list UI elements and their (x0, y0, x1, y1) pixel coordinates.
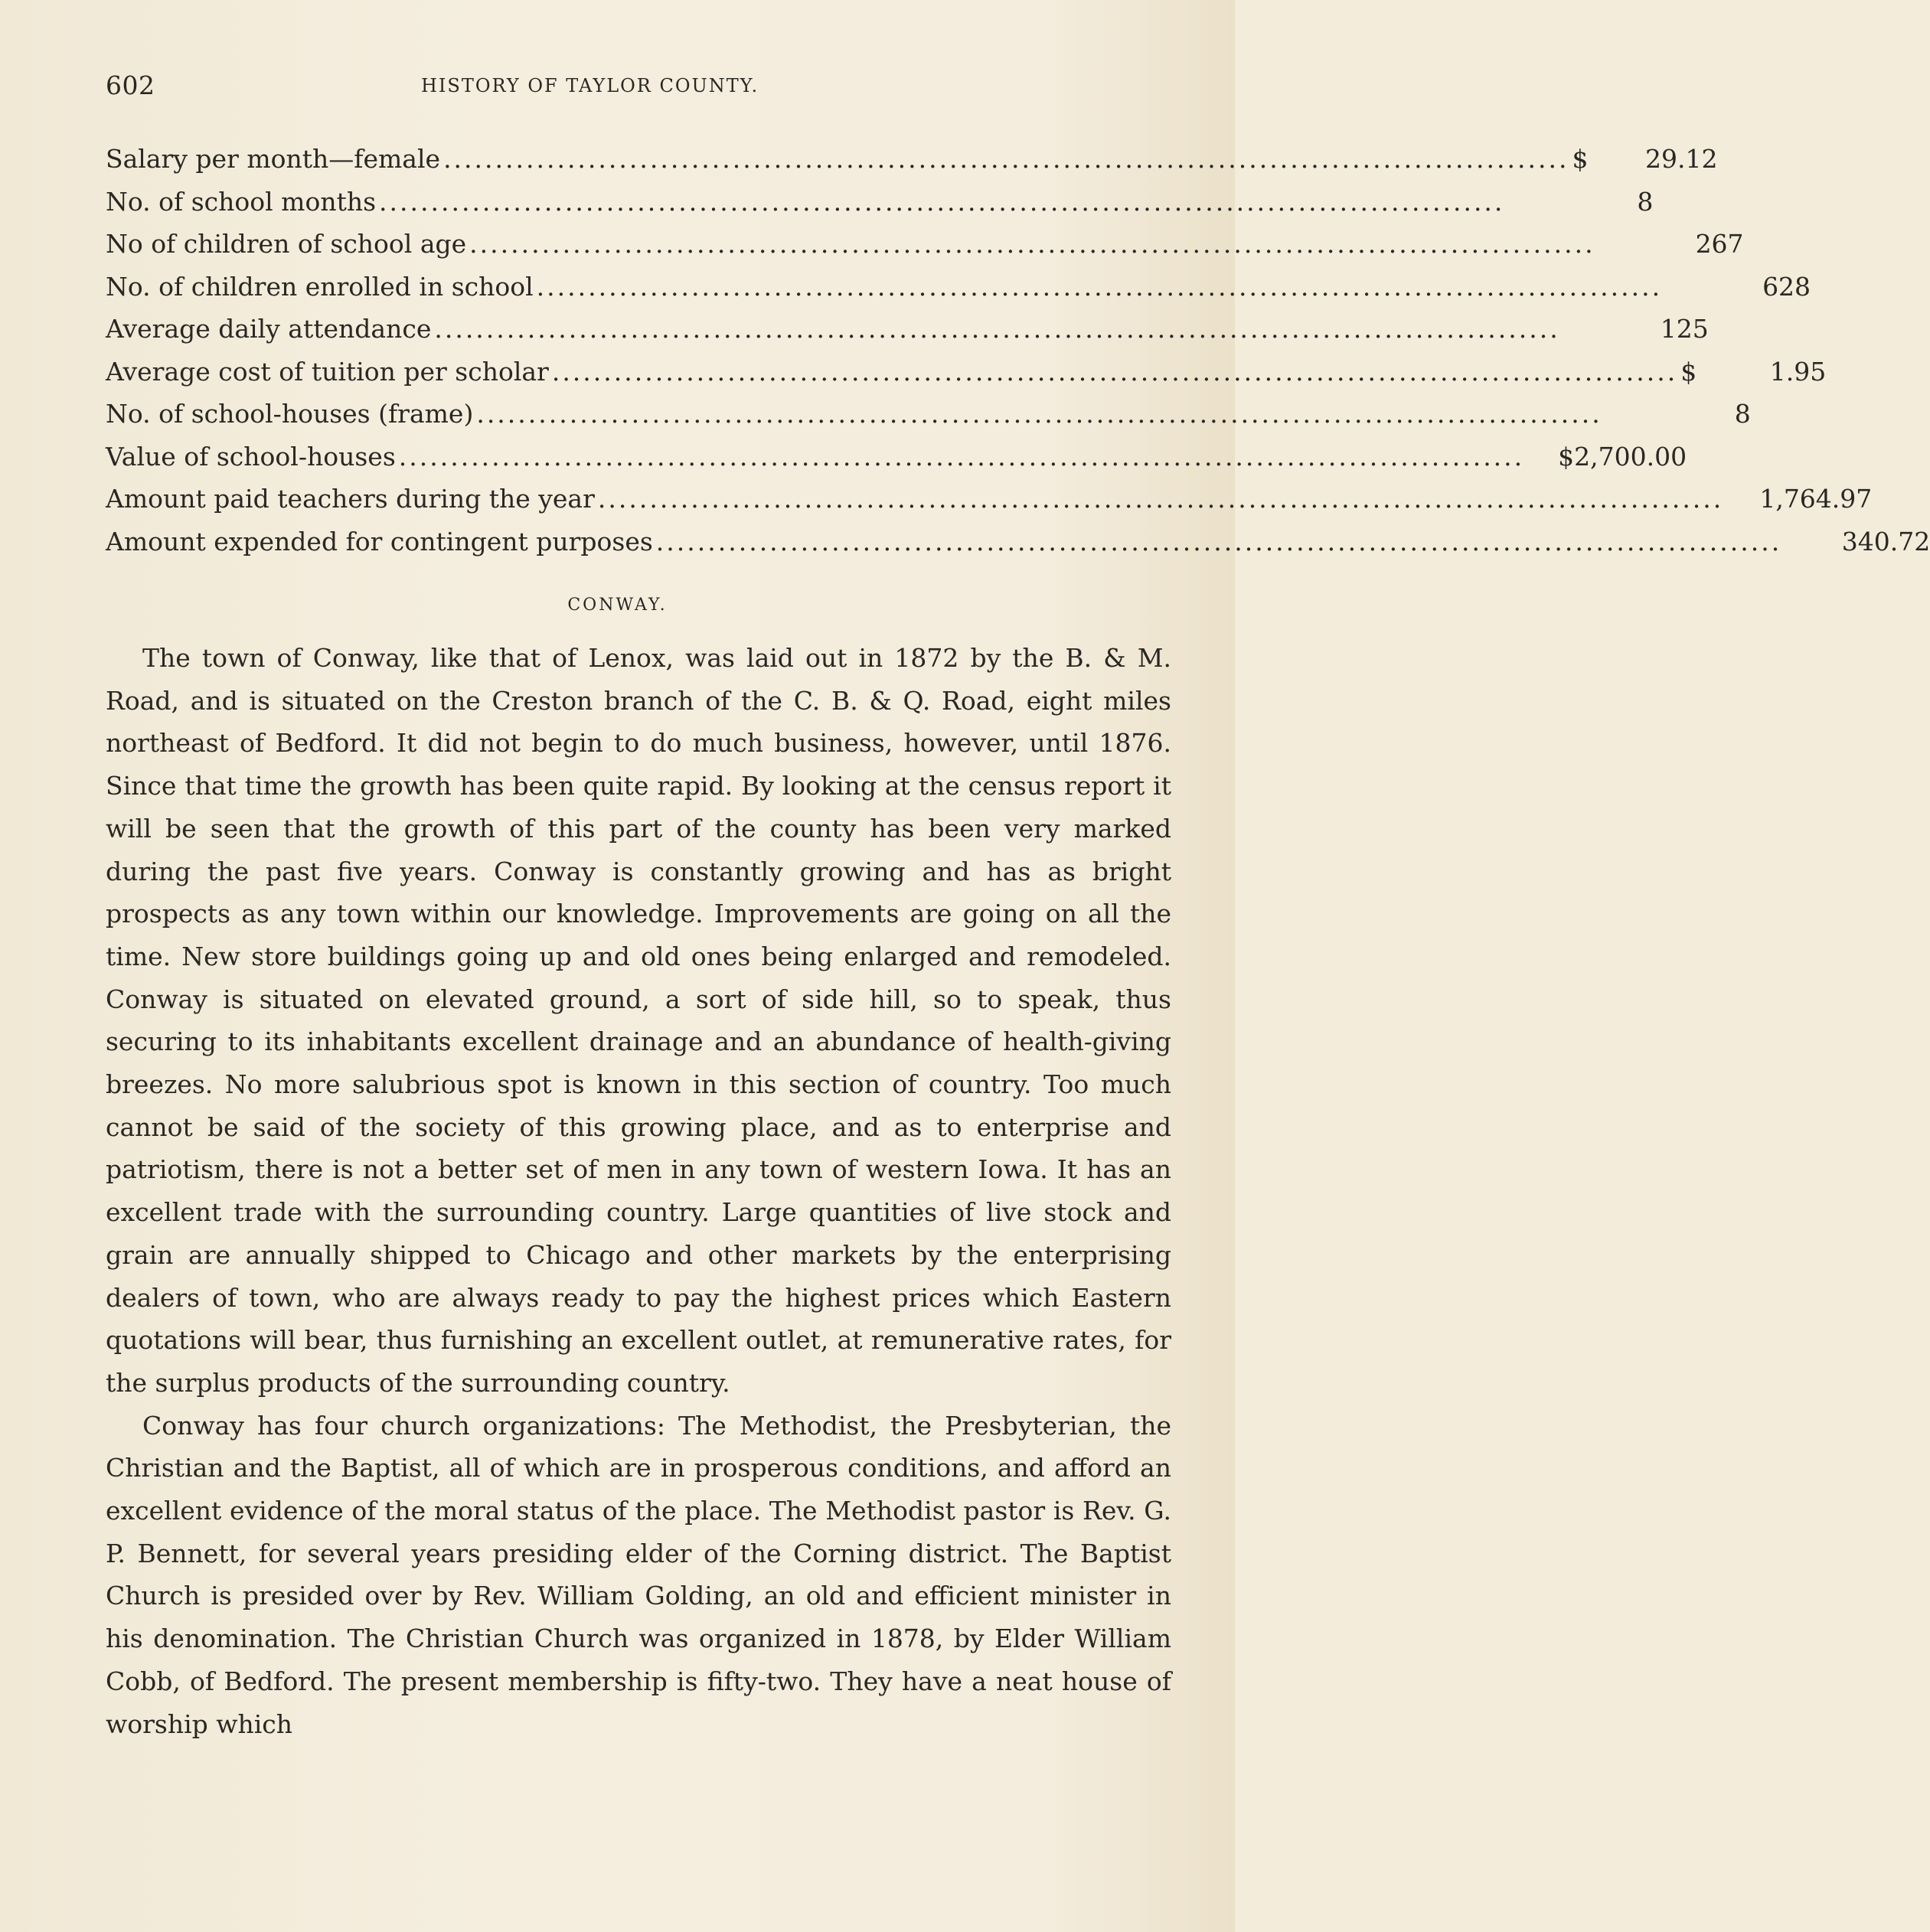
stat-label: No. of school months (106, 186, 377, 217)
stat-label: No. of school-houses (frame) (106, 399, 474, 429)
stat-value: 1.95 (1769, 356, 1827, 387)
running-head: HISTORY OF TAYLOR COUNTY. (421, 75, 759, 96)
leader-dots: ............................................................................................................. (551, 356, 1678, 387)
stat-label: Average daily attendance (106, 314, 432, 344)
page-number: 602 (106, 70, 155, 100)
stat-currency: $ (1680, 356, 1697, 387)
stat-label: Amount expended for contingent purposes (106, 526, 653, 556)
leader-dots: ............................................................................................................. (379, 186, 1505, 217)
stat-row (106, 266, 1811, 308)
stat-currency: $ (1572, 144, 1589, 174)
page-header (106, 70, 1170, 101)
section-body (106, 637, 1171, 1745)
section-heading: CONWAY. (567, 596, 668, 615)
stat-label: No of children of school age (106, 229, 467, 259)
stat-value: 8 (1637, 186, 1654, 217)
stat-row (106, 351, 1827, 393)
stat-row (106, 308, 1709, 351)
leader-dots: ............................................................................................................. (655, 526, 1782, 556)
leader-dots: ............................................................................................................. (476, 399, 1602, 429)
leader-dots: ............................................................................................................. (536, 271, 1663, 302)
stat-value: 29.12 (1644, 144, 1718, 174)
stat-label: Average cost of tuition per scholar (106, 356, 549, 387)
leader-dots: ............................................................................................................. (469, 229, 1595, 259)
stat-value: 628 (1762, 271, 1811, 302)
leader-dots: ............................................................................................................. (398, 441, 1525, 472)
stat-label: Salary per month—female (106, 144, 441, 174)
leader-dots: ............................................................................................................. (434, 314, 1560, 344)
stat-value: 8 (1734, 399, 1751, 429)
leader-dots: ............................................................................................................. (443, 144, 1569, 174)
stat-value: $2,700.00 (1558, 441, 1687, 472)
stat-value: 267 (1695, 229, 1744, 259)
stat-value: 1,764.97 (1759, 484, 1873, 514)
leader-dots: ............................................................................................................. (597, 484, 1724, 514)
stat-row (106, 478, 1873, 521)
stat-row (106, 138, 1718, 181)
paragraph: The town of Conway, like that of Lenox, was laid out in 1872 by the B. & M. Road, and is situated on the Creston branch of the C. B. & Q. Road, eight miles northeast of Bedford. It did not begin to do much business, however, until 1876. Since that time the growth has been quite rapid. By looking at the census report it will be seen that the growth of this part of the county has been very marked during the past five years. Conway is constantly growing and has as bright prospects as any town within our knowledge. Improvements are going on all the time. New store buildings going up and old ones being enlarged and remodeled. Conway is situated on elevated ground, a sort of side hill, so to speak, thus securing to its inhabitants excellent drainage and an abundance of health-giving breezes. No more salubrious spot is known in this section of country. Too much cannot be said of the society of this growing place, and as to enterprise and patriotism, there is not a better set of men in any town of western Iowa. It has an excellent trade with the surrounding country. Large quantities of live stock and grain are annually shipped to Chicago and other markets by the enterprising dealers of town, who are always ready to pay the highest prices which Eastern quotations will bear, thus furnishing an excellent outlet, at remunerative rates, for the surplus products of the surrounding country. (106, 643, 1171, 1398)
stat-row (106, 436, 1687, 478)
stat-value: 125 (1660, 314, 1709, 344)
stat-value: 340.72 (1841, 526, 1930, 556)
stat-label: Value of school-houses (106, 441, 396, 472)
paragraph: Conway has four church organizations: The Methodist, the Presbyterian, the Christian and the Baptist, all of which are in prosperous conditions, and afford an excellent evidence of the moral status of the place. The Methodist pastor is Rev. G. P. Bennett, for several years presiding elder of the Corning district. The Baptist Church is presided over by Rev. William Golding, an old and efficient minister in his denomination. The Christian Church was organized in 1878, by Elder William Cobb, of Bedford. The present membership is fifty-two. They have a neat house of worship which (106, 1410, 1171, 1739)
stat-row (106, 223, 1744, 266)
stat-row (106, 521, 1930, 563)
stat-label: Amount paid teachers during the year (106, 484, 595, 514)
stat-row (106, 181, 1654, 224)
stat-label: No. of children enrolled in school (106, 271, 534, 302)
school-statistics-list (106, 138, 1930, 563)
stat-row (106, 393, 1751, 436)
